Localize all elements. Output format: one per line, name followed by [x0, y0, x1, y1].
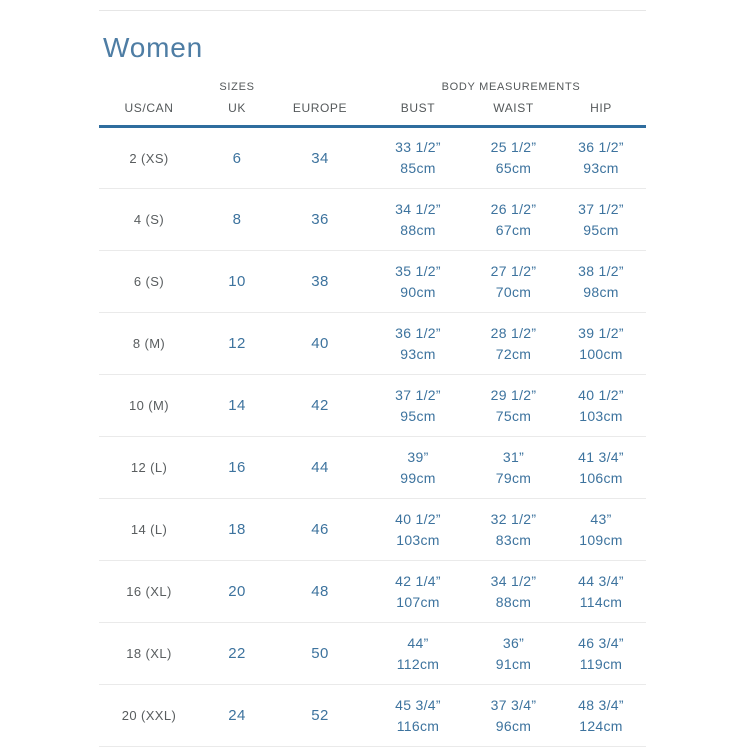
column-header-us-can: US/CAN [99, 98, 199, 127]
cell-bust-cm: 103cm [396, 531, 440, 548]
cell-waist [471, 375, 556, 437]
cell-hip [556, 375, 646, 437]
table-row [99, 499, 646, 561]
cell-europe: 36 [275, 189, 365, 251]
cell-uk: 18 [199, 499, 275, 561]
cell-bust-cm: 93cm [400, 345, 436, 362]
cell-waist-cm: 91cm [495, 655, 532, 672]
cell-hip-cm: 95cm [583, 221, 619, 238]
cell-bust-inches: 36 1/2” [395, 324, 441, 341]
cell-waist-inches: 37 3/4” [490, 696, 537, 713]
column-group-headers [99, 81, 646, 98]
cell-waist-cm: 88cm [495, 593, 532, 610]
cell-waist-inches: 26 1/2” [490, 200, 537, 217]
column-header-europe: EUROPE [275, 98, 365, 127]
cell-waist-inches: 32 1/2” [490, 510, 537, 527]
cell-hip-inches: 41 3/4” [578, 448, 624, 465]
cell-hip [556, 623, 646, 685]
cell-uk: 10 [199, 251, 275, 313]
cell-uk: 6 [199, 127, 275, 189]
cell-uk: 16 [199, 437, 275, 499]
table-row [99, 375, 646, 437]
cell-hip-inches: 43” [590, 510, 612, 527]
cell-hip [556, 251, 646, 313]
cell-us-can: 8 (M) [99, 313, 199, 375]
cell-europe: 40 [275, 313, 365, 375]
cell-bust-cm: 88cm [400, 221, 436, 238]
cell-hip-inches: 39 1/2” [578, 324, 624, 341]
cell-bust-inches: 33 1/2” [395, 139, 441, 155]
cell-us-can: 6 (S) [99, 251, 199, 313]
cell-hip [556, 313, 646, 375]
cell-waist-inches: 34 1/2” [490, 572, 537, 589]
cell-bust-cm: 99cm [400, 469, 436, 486]
cell-europe: 34 [275, 127, 365, 189]
cell-waist-cm: 79cm [495, 469, 532, 486]
cell-waist [471, 251, 556, 313]
cell-uk: 24 [199, 685, 275, 747]
cell-uk: 20 [199, 561, 275, 623]
table-row [99, 685, 646, 747]
cell-hip-cm: 124cm [579, 717, 623, 734]
cell-waist-inches: 29 1/2” [490, 386, 537, 403]
cell-bust-inches: 34 1/2” [395, 200, 441, 217]
size-table-header [99, 98, 646, 127]
cell-hip [556, 437, 646, 499]
column-header-waist: WAIST [471, 98, 556, 127]
cell-us-can: 10 (M) [99, 375, 199, 437]
cell-bust-inches: 44” [407, 634, 429, 651]
cell-bust-cm: 116cm [396, 717, 440, 734]
cell-bust [365, 561, 471, 623]
cell-waist-inches: 36” [502, 634, 525, 651]
cell-waist [471, 499, 556, 561]
header-row [99, 98, 646, 127]
cell-bust-cm: 112cm [396, 655, 440, 672]
cell-waist-inches: 28 1/2” [490, 324, 537, 341]
cell-bust [365, 189, 471, 251]
cell-hip-cm: 109cm [579, 531, 623, 548]
column-header-uk: UK [199, 98, 275, 127]
table-row [99, 623, 646, 685]
cell-hip-cm: 114cm [579, 593, 623, 610]
cell-waist-cm: 70cm [495, 283, 532, 300]
cell-bust-cm: 95cm [400, 407, 436, 424]
cell-us-can: 18 (XL) [99, 623, 199, 685]
column-header-bust: BUST [365, 98, 471, 127]
cell-hip [556, 499, 646, 561]
cell-uk: 8 [199, 189, 275, 251]
cell-waist-inches: 31” [502, 448, 525, 465]
cell-bust [365, 499, 471, 561]
cell-bust [365, 437, 471, 499]
cell-bust [365, 623, 471, 685]
cell-bust-cm: 107cm [396, 593, 440, 610]
cell-bust [365, 313, 471, 375]
cell-hip-cm: 98cm [583, 283, 619, 300]
cell-uk: 22 [199, 623, 275, 685]
cell-hip-inches: 46 3/4” [578, 634, 624, 651]
cell-bust-inches: 37 1/2” [395, 386, 441, 403]
cell-us-can: 12 (L) [99, 437, 199, 499]
cell-hip [556, 127, 646, 189]
size-chart-table [99, 98, 646, 747]
cell-waist-inches: 25 1/2” [490, 139, 537, 155]
table-row [99, 189, 646, 251]
cell-europe: 52 [275, 685, 365, 747]
table-row [99, 127, 646, 189]
cell-europe: 42 [275, 375, 365, 437]
cell-hip-inches: 40 1/2” [578, 386, 624, 403]
cell-waist [471, 685, 556, 747]
cell-hip-cm: 106cm [579, 469, 623, 486]
cell-waist-cm: 83cm [495, 531, 532, 548]
cell-bust [365, 127, 471, 189]
cell-waist-inches: 27 1/2” [490, 262, 537, 279]
cell-waist [471, 127, 556, 189]
cell-hip-inches: 48 3/4” [578, 696, 624, 713]
cell-hip [556, 685, 646, 747]
cell-bust-inches: 35 1/2” [395, 262, 441, 279]
cell-waist [471, 437, 556, 499]
cell-waist-cm: 65cm [495, 160, 532, 176]
cell-hip [556, 189, 646, 251]
cell-hip-cm: 93cm [583, 160, 619, 176]
cell-us-can: 4 (S) [99, 189, 199, 251]
cell-bust [365, 375, 471, 437]
cell-hip-cm: 100cm [579, 345, 623, 362]
cell-us-can: 14 (L) [99, 499, 199, 561]
cell-waist [471, 313, 556, 375]
table-row [99, 437, 646, 499]
cell-hip [556, 561, 646, 623]
cell-bust-cm: 90cm [400, 283, 436, 300]
cell-hip-inches: 37 1/2” [578, 200, 624, 217]
size-table-body [99, 127, 646, 747]
cell-bust-cm: 85cm [400, 160, 436, 176]
cell-uk: 14 [199, 375, 275, 437]
table-row [99, 561, 646, 623]
table-row [99, 251, 646, 313]
cell-waist-cm: 67cm [495, 221, 532, 238]
page-title: Women [103, 32, 203, 63]
cell-bust-inches: 40 1/2” [395, 510, 441, 527]
size-chart-panel [99, 10, 646, 747]
cell-hip-inches: 44 3/4” [578, 572, 624, 589]
cell-hip-inches: 38 1/2” [578, 262, 624, 279]
cell-waist-cm: 96cm [495, 717, 532, 734]
cell-waist [471, 189, 556, 251]
cell-hip-cm: 119cm [579, 655, 623, 672]
cell-waist-cm: 72cm [495, 345, 532, 362]
cell-bust-inches: 45 3/4” [395, 696, 441, 713]
cell-bust [365, 251, 471, 313]
table-row [99, 313, 646, 375]
cell-us-can: 20 (XXL) [99, 685, 199, 747]
group-header-body-measurements: BODY MEASUREMENTS [441, 81, 581, 93]
cell-europe: 50 [275, 623, 365, 685]
column-header-hip: HIP [556, 98, 646, 127]
cell-us-can: 2 (XS) [99, 127, 199, 189]
cell-europe: 46 [275, 499, 365, 561]
cell-uk: 12 [199, 313, 275, 375]
cell-hip-cm: 103cm [579, 407, 623, 424]
group-header-sizes: SIZES [219, 81, 255, 93]
cell-europe: 38 [275, 251, 365, 313]
top-divider [99, 10, 646, 11]
cell-bust-inches: 39” [407, 448, 429, 465]
cell-bust-inches: 42 1/4” [395, 572, 441, 589]
cell-us-can: 16 (XL) [99, 561, 199, 623]
cell-bust [365, 685, 471, 747]
cell-europe: 44 [275, 437, 365, 499]
cell-waist [471, 623, 556, 685]
cell-waist [471, 561, 556, 623]
cell-europe: 48 [275, 561, 365, 623]
cell-waist-cm: 75cm [495, 407, 532, 424]
cell-hip-inches: 36 1/2” [578, 139, 624, 155]
